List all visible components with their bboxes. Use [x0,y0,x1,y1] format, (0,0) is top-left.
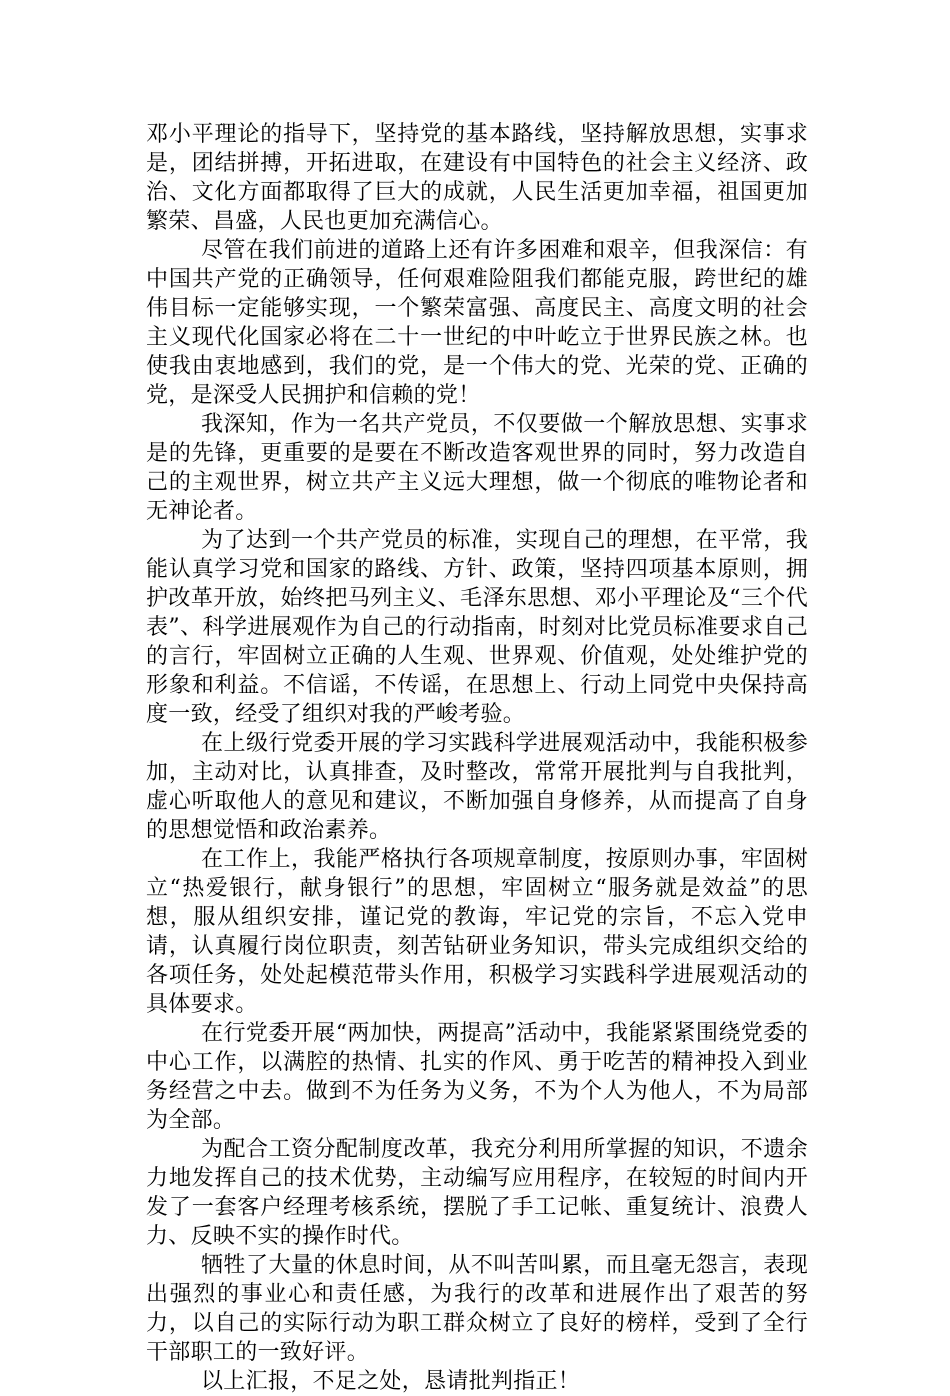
paragraph-confidence: 尽管在我们前进的道路上还有许多困难和艰辛，但我深信：有中国共产党的正确领导，任何艰难险阻我们都能克服，跨世纪的雄伟目标一定能够实现，一个繁荣富强、高度民主、高度文明的社会主义现代化国家必将在二十一世纪的中叶屹立于世界民族之林。也使我由衷地感到，我们的党，是一个伟大的党、光荣的党、正确的党，是深受人民拥护和信赖的党！ [146,238,808,408]
paragraph-sacrifice: 牺牲了大量的休息时间，从不叫苦叫累，而且毫无怨言，表现出强烈的事业心和责任感，为我行的改革和进展作出了艰苦的努力，以自己的实际行动为职工群众树立了良好的榜样，受到了全行干部职工的一致好评。 [146,1253,808,1365]
paragraph-self-awareness: 我深知，作为一名共产党员，不仅要做一个解放思想、实事求是的先锋，更重要的是要在不断改造客观世界的同时，努力改造自己的主观世界，树立共产主义远大理想，做一个彻底的唯物论者和无神论者。 [146,412,808,524]
paragraph-closing: 以上汇报，不足之处，恳请批判指正！ [201,1369,581,1394]
paragraph-salary-reform: 为配合工资分配制度改革，我充分利用所掌握的知识，不遗余力地发挥自己的技术优势，主动编写应用程序，在较短的时间内开发了一套客户经理考核系统，摆脱了手工记帐、重复统计、浪费人力、反映不实的操作时代。 [146,1137,808,1249]
paragraph-continuation: 邓小平理论的指导下，坚持党的基本路线，坚持解放思想，实事求是，团结拼搏，开拓进取，在建设有中国特色的社会主义经济、政治、文化方面都取得了巨大的成就，人民生活更加幸福，祖国更加繁荣、昌盛，人民也更加充满信心。 [146,122,808,234]
document-body [146,120,808,1396]
paragraph-campaign: 在行党委开展“两加快，两提高”活动中，我能紧紧围绕党委的中心工作，以满腔的热情、扎实的作风、勇于吃苦的精神投入到业务经营之中去。做到不为任务为义务，不为个人为他人，不为局部为全部。 [146,1021,808,1133]
paragraph-study: 为了达到一个共产党员的标准，实现自己的理想，在平常，我能认真学习党和国家的路线、方针、政策，坚持四项基本原则，拥护改革开放，始终把马列主义、毛泽东思想、邓小平理论及“三个代表”、科学进展观作为自己的行动指南，时刻对比党员标准要求自己的言行，牢固树立正确的人生观、世界观、价值观，处处维护党的形象和利益。不信谣，不传谣，在思想上、行动上同党中央保持高度一致，经受了组织对我的严峻考验。 [146,528,808,727]
paragraph-practice-activity: 在上级行党委开展的学习实践科学进展观活动中，我能积极参加，主动对比，认真排查，及时整改，常常开展批判与自我批判，虚心听取他人的意见和建议，不断加强自身修养，从而提高了自身的思想觉悟和政治素养。 [146,731,808,843]
paragraph-work: 在工作上，我能严格执行各项规章制度，按原则办事，牢固树立“热爱银行，献身银行”的思想，牢固树立“服务就是效益”的思想，服从组织安排，谨记党的教诲，牢记党的宗旨，不忘入党申请，认真履行岗位职责，刻苦钻研业务知识，带头完成组织交给的各项任务，处处起模范带头作用，积极学习实践科学进展观活动的具体要求。 [146,847,808,1017]
